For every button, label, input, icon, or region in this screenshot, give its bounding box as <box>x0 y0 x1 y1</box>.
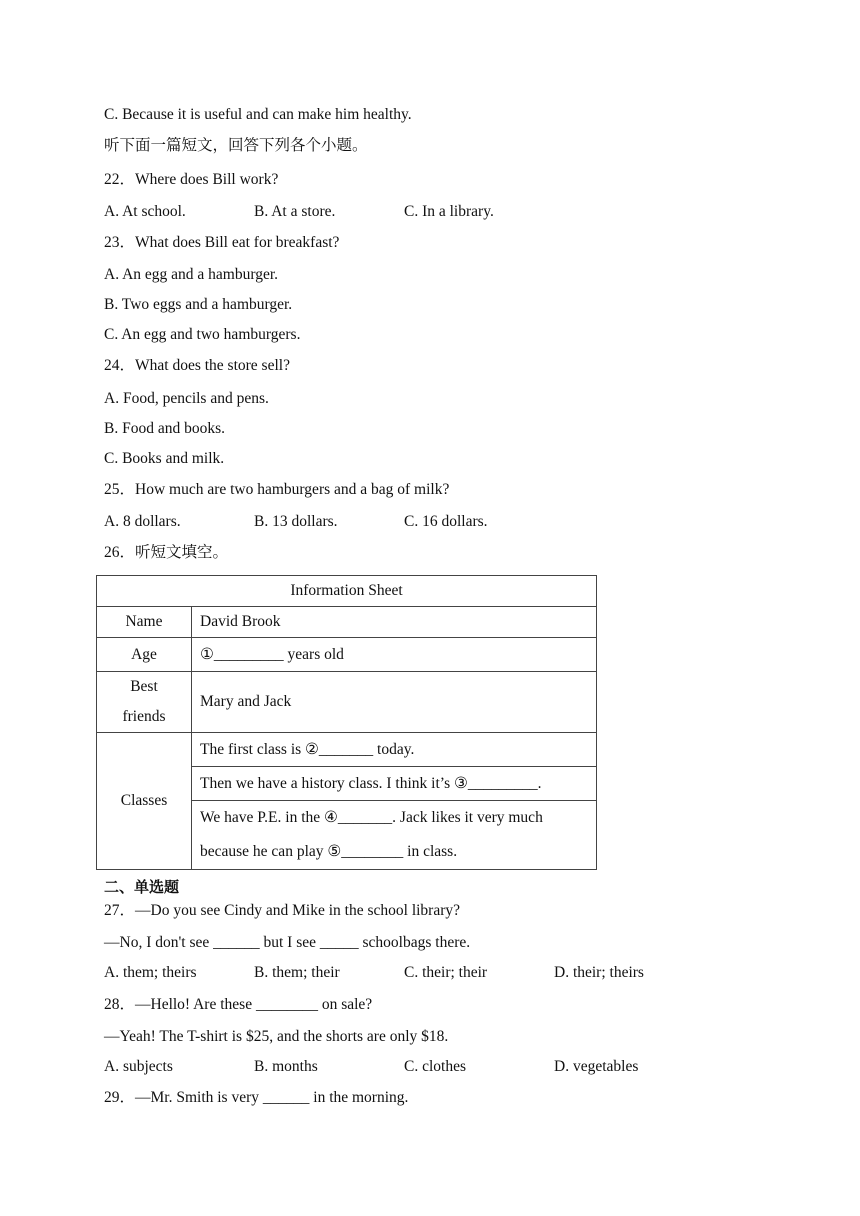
section-title: 二、单选题 <box>104 878 180 896</box>
best-friends-label-line2: friends <box>122 708 166 725</box>
name-value: David Brook <box>192 607 597 638</box>
q27-stem: 27．—Do you see Cindy and Mike in the school library? <box>104 902 461 919</box>
class-row-3-line2: because he can play ⑤________ in class. <box>200 843 458 860</box>
q28-option-c: C. clothes <box>404 1058 466 1075</box>
classes-label: Classes <box>97 733 192 870</box>
q22-stem: 22．Where does Bill work? <box>104 171 279 188</box>
age-label: Age <box>97 638 192 672</box>
q28-option-b: B. months <box>254 1058 318 1075</box>
q23-option-c: C. An egg and two hamburgers. <box>104 326 301 343</box>
q22-option-c: C. In a library. <box>404 203 494 220</box>
q23-option-b: B. Two eggs and a hamburger. <box>104 296 293 313</box>
information-sheet-table <box>96 575 597 870</box>
q27-reply: —No, I don't see ______ but I see _____ schoolbags there. <box>104 934 471 951</box>
q25-option-b: B. 13 dollars. <box>254 513 338 530</box>
q24-option-a: A. Food, pencils and pens. <box>104 390 269 407</box>
q24-stem: 24．What does the store sell? <box>104 357 290 374</box>
q25-option-a: A. 8 dollars. <box>104 513 181 530</box>
q24-option-c: C. Books and milk. <box>104 450 225 467</box>
listen-instruction: 听下面一篇短文，回答下列各个小题。 <box>104 137 368 154</box>
class-row-2: Then we have a history class. I think it’s ③_________. <box>192 767 597 801</box>
q23-stem: 23．What does Bill eat for breakfast? <box>104 234 340 251</box>
best-friends-value: Mary and Jack <box>192 672 597 733</box>
q25-option-c: C. 16 dollars. <box>404 513 488 530</box>
best-friends-label <box>97 672 192 733</box>
q25-stem: 25．How much are two hamburgers and a bag of milk? <box>104 481 450 498</box>
q26-stem: 26．听短文填空。 <box>104 544 229 561</box>
q22-option-a: A. At school. <box>104 203 186 220</box>
name-label: Name <box>97 607 192 638</box>
class-row-1: The first class is ②_______ today. <box>192 733 597 767</box>
q28-reply: —Yeah! The T-shirt is $25, and the shorts are only $18. <box>104 1028 449 1045</box>
best-friends-label-line1: Best <box>130 678 158 695</box>
table-title: Information Sheet <box>97 576 597 607</box>
q23-option-a: A. An egg and a hamburger. <box>104 266 279 283</box>
class-row-3-line1: We have P.E. in the ④_______. Jack likes it very much <box>200 809 543 826</box>
age-value: ①_________ years old <box>192 638 597 672</box>
q27-option-d: D. their; theirs <box>554 964 644 981</box>
q28-stem: 28．—Hello! Are these ________ on sale? <box>104 996 373 1013</box>
q27-option-a: A. them; theirs <box>104 964 197 981</box>
class-row-3 <box>192 801 597 870</box>
q27-option-c: C. their; their <box>404 964 488 981</box>
q29-stem: 29．—Mr. Smith is very ______ in the morning. <box>104 1089 409 1106</box>
q28-option-d: D. vegetables <box>554 1058 639 1075</box>
q22-option-b: B. At a store. <box>254 203 336 220</box>
q24-option-b: B. Food and books. <box>104 420 225 437</box>
option-c-prev: C. Because it is useful and can make him healthy. <box>104 106 412 123</box>
q28-option-a: A. subjects <box>104 1058 173 1075</box>
q27-option-b: B. them; their <box>254 964 340 981</box>
